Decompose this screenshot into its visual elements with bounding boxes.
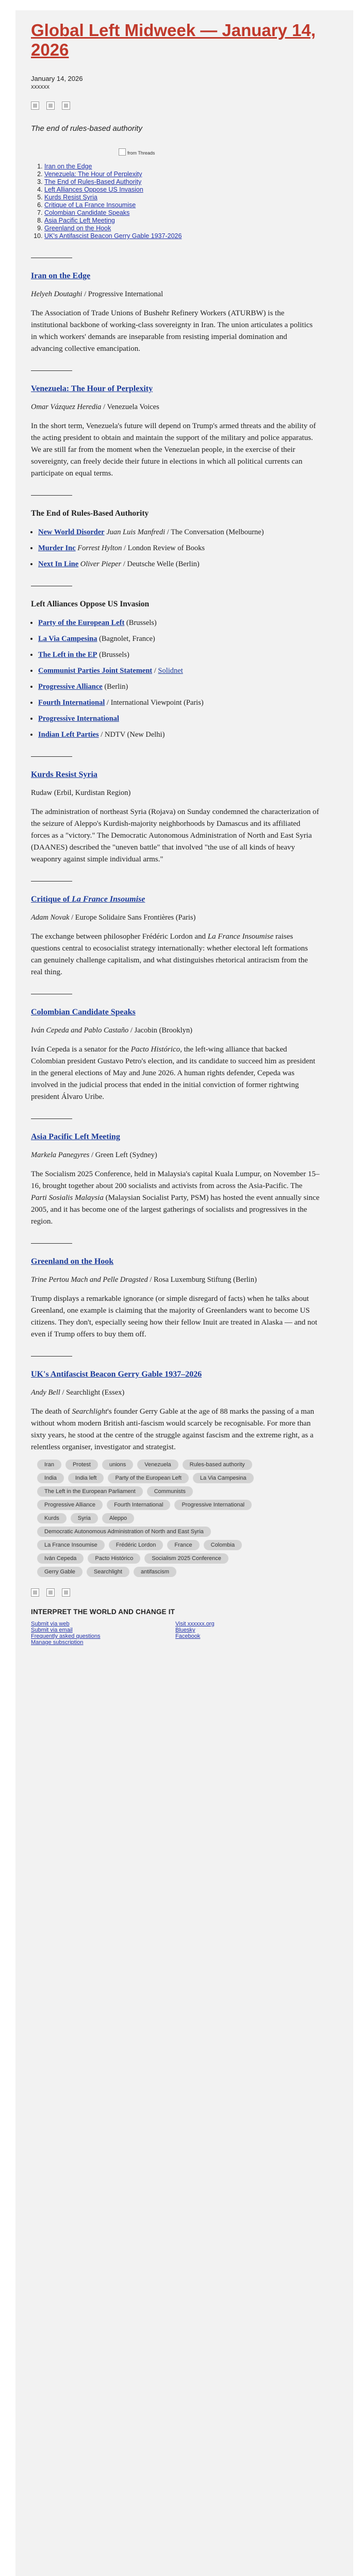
article-title[interactable]: Iran on the Edge <box>31 272 91 280</box>
list-item: • Murder Inc Forrest Hylton / London Review of Books <box>38 543 320 554</box>
author: Iván Cepeda and Pablo Castaño <box>31 1026 129 1035</box>
tag-chip[interactable]: antifascism <box>134 1567 176 1577</box>
author: Markela Panegyres <box>31 1151 90 1159</box>
tag-chip[interactable]: La Via Campesina <box>193 1473 254 1483</box>
header-image <box>119 138 320 156</box>
article-title[interactable]: Asia Pacific Left Meeting <box>31 1132 120 1141</box>
author: Trine Pertou Mach and Pelle Dragsted <box>31 1276 148 1284</box>
item-link[interactable]: Fourth International <box>38 699 105 707</box>
article-title[interactable]: Venezuela: The Hour of Perplexity <box>31 384 153 393</box>
toc-item <box>44 194 320 201</box>
masthead-title[interactable]: Global Left Midweek — January 14, 2026 <box>31 21 316 59</box>
article-title[interactable]: Critique of La France Insoumise <box>31 895 145 904</box>
byline: Helyeh Doutaghi / Progressive International <box>31 290 163 298</box>
source: Searchlight (Essex) <box>66 1388 125 1397</box>
toc-link[interactable]: Venezuela: The Hour of Perplexity <box>44 171 142 178</box>
social-icon[interactable] <box>62 1588 70 1597</box>
article-greenland <box>31 1257 320 1341</box>
divider <box>31 1243 72 1244</box>
source: Jacobin (Brooklyn) <box>134 1026 192 1035</box>
tag-chip[interactable]: Democratic Autonomous Administration of North and East Syria <box>37 1527 211 1537</box>
tag-chip[interactable]: Syria <box>71 1513 98 1523</box>
tag-chip[interactable]: The Left in the European Parliament <box>37 1486 143 1497</box>
tag-chip[interactable]: France <box>167 1540 199 1550</box>
article-kurds <box>31 770 320 866</box>
item-link-secondary[interactable]: Solidnet <box>158 667 183 675</box>
article-title[interactable]: UK's Antifascist Beacon Gerry Gable 1937–2026 <box>31 1370 202 1379</box>
item-link[interactable]: The Left in the EP <box>38 651 97 659</box>
tag-chip[interactable]: Progressive International <box>174 1500 252 1510</box>
article-lfi <box>31 895 320 978</box>
article-asia <box>31 1132 320 1228</box>
tag-chip[interactable]: Communists <box>147 1486 193 1497</box>
source: Progressive International <box>88 290 163 298</box>
author: Andy Bell <box>31 1388 60 1397</box>
section-alliances <box>31 600 320 741</box>
item-link[interactable]: Progressive Alliance <box>38 683 103 691</box>
toc-item <box>44 171 320 178</box>
list-item: • Progressive Alliance (Berlin) <box>38 681 320 693</box>
list-item: • Indian Left Parties / NDTV (New Delhi) <box>38 729 320 741</box>
newsletter-container <box>15 10 353 2576</box>
tag-chip[interactable]: Iván Cepeda <box>37 1553 84 1564</box>
item-link[interactable]: Party of the European Left <box>38 619 125 627</box>
tag-chip[interactable]: Socialism 2025 Conference <box>144 1553 228 1564</box>
toc-item <box>44 225 320 232</box>
byline: Rudaw (Erbil, Kurdistan Region) <box>31 789 131 797</box>
tag-chip[interactable]: Progressive Alliance <box>37 1500 103 1510</box>
footer-link[interactable]: Submit via web <box>31 1621 70 1627</box>
link-list <box>31 617 320 741</box>
section-heading: Left Alliances Oppose US Invasion <box>31 600 150 608</box>
article-title[interactable]: Kurds Resist Syria <box>31 770 97 779</box>
social-icons <box>31 1588 320 1597</box>
share-icon[interactable] <box>31 101 39 110</box>
tag-chip[interactable]: Searchlight <box>87 1567 129 1577</box>
tag-chip[interactable]: unions <box>102 1460 133 1470</box>
toc-link[interactable]: Asia Pacific Left Meeting <box>44 217 115 224</box>
link-list <box>31 527 320 570</box>
article-iran <box>31 272 320 355</box>
list-item: • Fourth International / International Viewpoint (Paris) <box>38 697 320 709</box>
byline: Adam Novak / Europe Solidaire Sans Frontières (Paris) <box>31 913 196 922</box>
article-title[interactable]: Colombian Candidate Speaks <box>31 1008 136 1016</box>
social-icon[interactable] <box>31 1588 39 1597</box>
article-body: The Association of Trade Unions of Bushehr Refinery Workers (ATURBW) is the institutional backbone of working-class sovereignty in Iran. The union articulates a politics in which workers' demands are inseparable from resisting imperial domination and advancing collective emancipation. <box>31 309 313 353</box>
list-item: • Communist Parties Joint Statement / Solidnet <box>38 665 320 677</box>
author: Omar Vázquez Heredia <box>31 403 102 411</box>
issue-date: January 14, 2026 <box>31 75 83 82</box>
divider <box>31 495 72 496</box>
toc-item <box>44 201 320 209</box>
footer-link[interactable]: Submit via email <box>31 1627 73 1633</box>
article-body: Trump displays a remarkable ignorance (or simple disregard of facts) when he talks about Greenland, one example is claiming that the majority of Greenlanders want to become US citizens. They don't, especially seeing how their fellow Inuit are treated in Alaska — and not even if Trump offers to buy them off. <box>31 1295 318 1338</box>
list-item: • The Left in the EP (Brussels) <box>38 649 320 661</box>
article-venezuela <box>31 384 320 480</box>
author: Adam Novak <box>31 913 70 922</box>
divider <box>31 370 72 371</box>
list-item: • New World Disorder Juan Luis Manfredi / The Conversation (Melbourne) <box>38 527 320 538</box>
article-body: The death of Searchlight's founder Gerry Gable at the age of 88 marks the passing of a man without whom modern British anti-fascism would scarcely be recognisable. For more than sixty years, he stood at the centre of the struggle against fascism and the extreme right, as a relentless organiser, investigator and strategist. <box>31 1408 315 1451</box>
tag-chip[interactable]: Gerry Gable <box>37 1567 83 1577</box>
divider <box>31 756 72 757</box>
article-body: The administration of northeast Syria (Rojava) on Sunday condemned the characterization of the seizure of Aleppo's Kurdish-majority neighborhoods by Damascus and its affiliated forces as a "victory." The Democratic Autonomous Administration of North and East Syria (DAANES) described the "uneven battle" that involved "the use of all kinds of heavy weaponry against simple individual arms." <box>31 808 319 863</box>
article-body: The Socialism 2025 Conference, held in Malaysia's capital Kuala Lumpur, on November 15–16, brought together about 200 socialists and activists from across the Asia-Pacific. The Parti Sosialis Malaysia (Malaysian Socialist Party, PSM) has hosted the event annually since 2005, and it has become one of the largest gatherings of socialists and progressives in the region. <box>31 1170 320 1226</box>
source: Green Left (Sydney) <box>95 1151 157 1159</box>
byline: Markela Panegyres / Green Left (Sydney) <box>31 1151 157 1159</box>
toc-item <box>44 178 320 186</box>
toc-link[interactable]: Greenland on the Hook <box>44 225 111 232</box>
footer-heading: INTERPRET THE WORLD AND CHANGE IT <box>31 1608 175 1616</box>
divider <box>31 881 72 882</box>
tag-chip[interactable]: Party of the European Left <box>108 1473 188 1483</box>
divider <box>31 1356 72 1357</box>
tag-chip[interactable]: Fourth International <box>107 1500 170 1510</box>
toc-link[interactable]: Iran on the Edge <box>44 163 92 170</box>
social-icon[interactable] <box>46 1588 55 1597</box>
toc-link[interactable]: Colombian Candidate Speaks <box>44 209 130 216</box>
share-icons <box>31 101 320 110</box>
footer-link[interactable]: Visit xxxxxx.org <box>175 1621 215 1627</box>
byline: Andy Bell / Searchlight (Essex) <box>31 1388 125 1397</box>
toc-item <box>44 186 320 194</box>
tag-chip[interactable]: Kurds <box>37 1513 67 1523</box>
item-link[interactable]: Progressive International <box>38 715 119 723</box>
toc-item <box>44 217 320 225</box>
tag-chip[interactable]: Iran <box>37 1460 61 1470</box>
tag-chip[interactable]: Colombia <box>204 1540 242 1550</box>
section-rules-based <box>31 509 320 570</box>
list-item: • Next In Line Oliver Pieper / Deutsche Welle (Berlin) <box>38 558 320 570</box>
article-body: In the short term, Venezuela's future will depend on Trump's armed threats and the ability of the acting president to obtain and maintain the support of the military and police apparatus. We are still far from the moment when the Venezuelan people, in the exercise of their sovereignty, can freely decide their future in elections in which all political currents can participate on equal terms. <box>31 422 316 478</box>
footer-link[interactable]: Frequently asked questions <box>31 1633 101 1639</box>
item-link[interactable]: Next In Line <box>38 560 79 568</box>
article-gable <box>31 1370 320 1453</box>
toc-item <box>44 232 320 240</box>
list-item: • Party of the European Left (Brussels) <box>38 617 320 629</box>
share-icon[interactable] <box>62 101 70 110</box>
toc-link[interactable]: Left Alliances Oppose US Invasion <box>44 186 143 193</box>
byline: Omar Vázquez Heredia / Venezuela Voices <box>31 403 159 411</box>
source: Venezuela Voices <box>107 403 159 411</box>
item-link[interactable]: La Via Campesina <box>38 635 97 643</box>
footer-links <box>31 1621 320 1646</box>
issue-code: xxxxxx <box>31 83 50 90</box>
tag-cloud <box>37 1460 254 1577</box>
byline: Trine Pertou Mach and Pelle Dragsted / Rosa Luxemburg Stiftung (Berlin) <box>31 1276 257 1284</box>
toc-link[interactable]: Kurds Resist Syria <box>44 194 97 201</box>
tag-chip[interactable]: India <box>37 1473 64 1483</box>
footer-col-left <box>31 1621 175 1646</box>
list-item: • La Via Campesina (Bagnolet, France) <box>38 633 320 645</box>
tag-chip[interactable]: Rules-based authority <box>183 1460 252 1470</box>
article-body: The exchange between philosopher Frédéric Lordon and La France Insoumise raises questions central to ecosocialist strategy internationally: whether electoral left formations can genuinely challenge capitalism, and what distinguishes rhetorical antiracism from the real thing. <box>31 933 308 976</box>
item-link[interactable]: Indian Left Parties <box>38 731 99 739</box>
toc-link[interactable]: Critique of La France Insoumise <box>44 201 136 209</box>
image-caption: from Threads <box>127 150 155 156</box>
list-item <box>38 713 320 725</box>
byline: Iván Cepeda and Pablo Castaño / Jacobin (Brooklyn) <box>31 1026 192 1035</box>
toc-link[interactable]: The End of Rules-Based Authority <box>44 178 142 185</box>
toc-item <box>44 163 320 171</box>
footer-col-right <box>175 1621 320 1646</box>
tag-chip[interactable]: Pacto Histórico <box>88 1553 140 1564</box>
toc-link[interactable]: UK's Antifascist Beacon Gerry Gable 1937-2026 <box>44 232 182 240</box>
tag-chip[interactable]: India left <box>68 1473 104 1483</box>
section-heading: The End of Rules-Based Authority <box>31 509 149 518</box>
article-body: Iván Cepeda is a senator for the Pacto Histórico, the left-wing alliance that backed Colombian president Gustavo Petro's election, and its candidate to succeed him as president in the general elections of May and June 2026. A human rights defender, Cepeda was involved in the judicial process that ended in the initial conviction of former rightwing president Álvaro Uribe. <box>31 1045 316 1101</box>
author: Helyeh Doutaghi <box>31 290 83 298</box>
article-title[interactable]: Greenland on the Hook <box>31 1257 114 1266</box>
tag-chip[interactable]: Frédéric Lordon <box>109 1540 163 1550</box>
tag-chip[interactable]: Protest <box>65 1460 98 1470</box>
source: Europe Solidaire Sans Frontières (Paris) <box>75 913 196 922</box>
toc-item <box>44 209 320 217</box>
footer-link[interactable]: Bluesky <box>175 1627 195 1633</box>
table-of-contents <box>31 163 320 240</box>
image-placeholder-icon <box>119 148 126 156</box>
footer-link[interactable]: Facebook <box>175 1633 201 1639</box>
item-link[interactable]: New World Disorder <box>38 528 105 536</box>
tag-chip[interactable]: Aleppo <box>102 1513 134 1523</box>
source: Rosa Luxemburg Stiftung (Berlin) <box>154 1276 257 1284</box>
tag-chip[interactable]: La France Insoumise <box>37 1540 105 1550</box>
item-link[interactable]: Communist Parties Joint Statement <box>38 667 153 675</box>
footer-link[interactable]: Manage subscription <box>31 1639 84 1646</box>
tagline: The end of rules-based authority <box>31 124 142 133</box>
share-icon[interactable] <box>46 101 55 110</box>
tag-chip[interactable]: Venezuela <box>137 1460 178 1470</box>
divider <box>31 1118 72 1119</box>
article-colombia <box>31 1008 320 1103</box>
item-link[interactable]: Murder Inc <box>38 544 76 552</box>
